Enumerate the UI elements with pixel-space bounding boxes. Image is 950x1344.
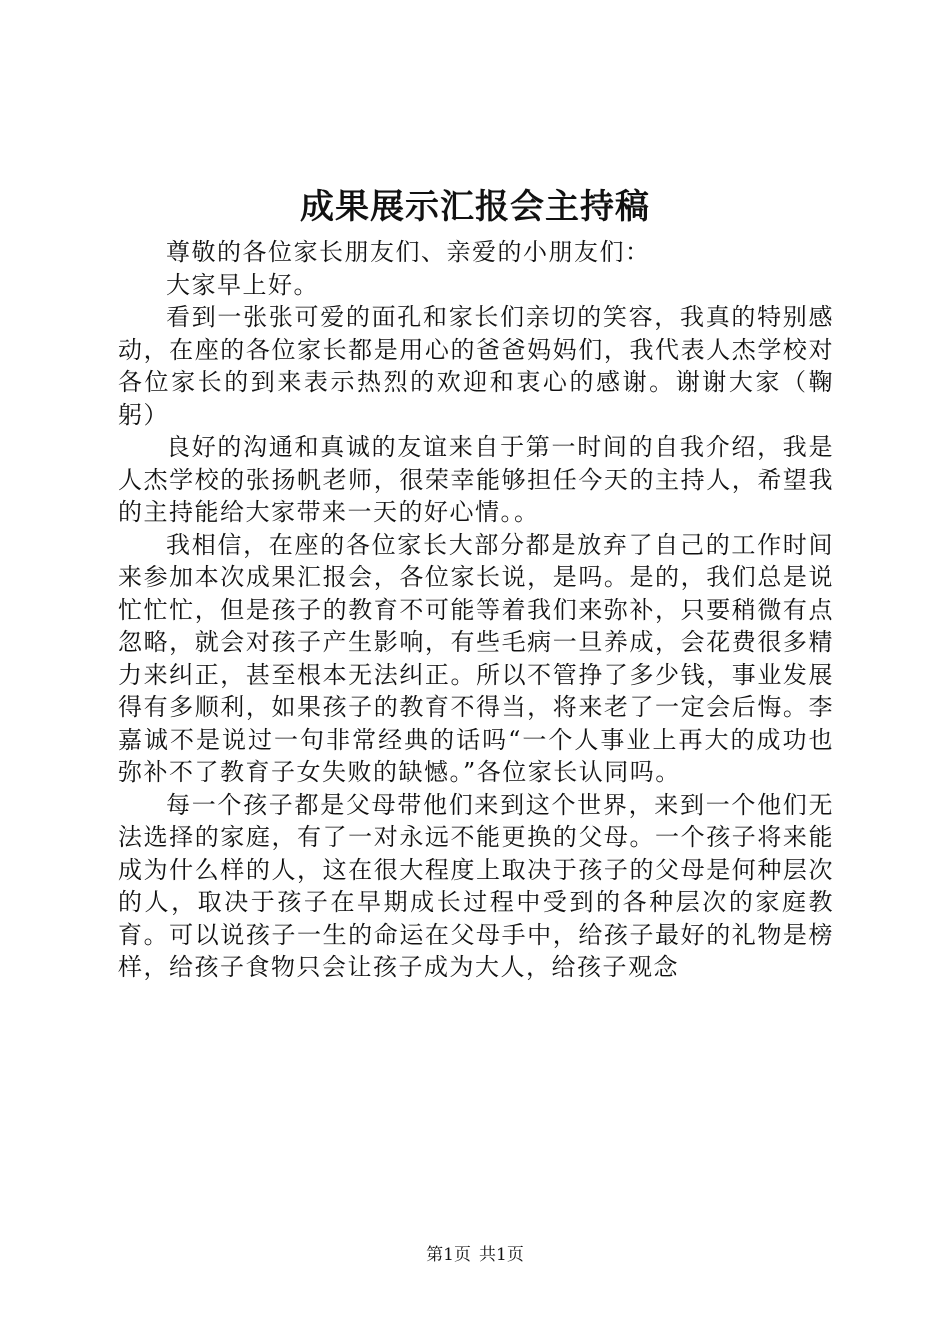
paragraph-greeting: 尊敬的各位家长朋友们、亲爱的小朋友们： bbox=[166, 238, 651, 266]
page-number: 第1页 bbox=[426, 1245, 471, 1265]
page-footer bbox=[0, 1243, 950, 1267]
document-title: 成果展示汇报会主持稿 bbox=[300, 187, 650, 227]
paragraph-good-morning: 大家早上好。 bbox=[166, 270, 319, 299]
paragraph-self-introduction: 良好的沟通和真诚的友谊来自于第一时间的自我介绍，我是人杰学校的张扬帆老师，很荣幸能够担任今天的主持人，希望我的主持能给大家带来一天的好心情。。 bbox=[118, 433, 834, 526]
paragraph-family-education: 每一个孩子都是父母带他们来到这个世界，来到一个他们无法选择的家庭，有了一对永远不能更换的父母。一个孩子将来能成为什么样的人，这在很大程度上取决于孩子的父母是何种层次的人，取决于孩子在早期成长过程中受到的各种层次的家庭教育。可以说孩子一生的命运在父母手中，给孩子最好的礼物是榜样，给孩子食物只会让孩子成为大人，给孩子观念 bbox=[118, 790, 834, 981]
paragraph-parents-time: 我相信，在座的各位家长大部分都是放弃了自己的工作时间来参加本次成果汇报会，各位家长说，是吗。是的，我们总是说忙忙忙，但是孩子的教育不可能等着我们来弥补，只要稍微有点忽略，就会对孩子产生影响，有些毛病一旦养成，会花费很多精力来纠正，甚至根本无法纠正。所以不管挣了多少钱，事业发展得有多顺利，如果孩子的教育不得当，将来老了一定会后悔。李嘉诚不是说过一句非常经典的话吗“一个人事业上再大的成功也弥补不了教育子女失败的缺憾。”各位家长认同吗。 bbox=[118, 530, 834, 786]
paragraph-welcome: 看到一张张可爱的面孔和家长们亲切的笑容，我真的特别感动，在座的各位家长都是用心的爸爸妈妈们，我代表人杰学校对各位家长的到来表示热烈的欢迎和衷心的感谢。谢谢大家（鞠躬） bbox=[118, 303, 834, 429]
document-body bbox=[118, 236, 834, 984]
page-total: 共1页 bbox=[479, 1245, 524, 1265]
